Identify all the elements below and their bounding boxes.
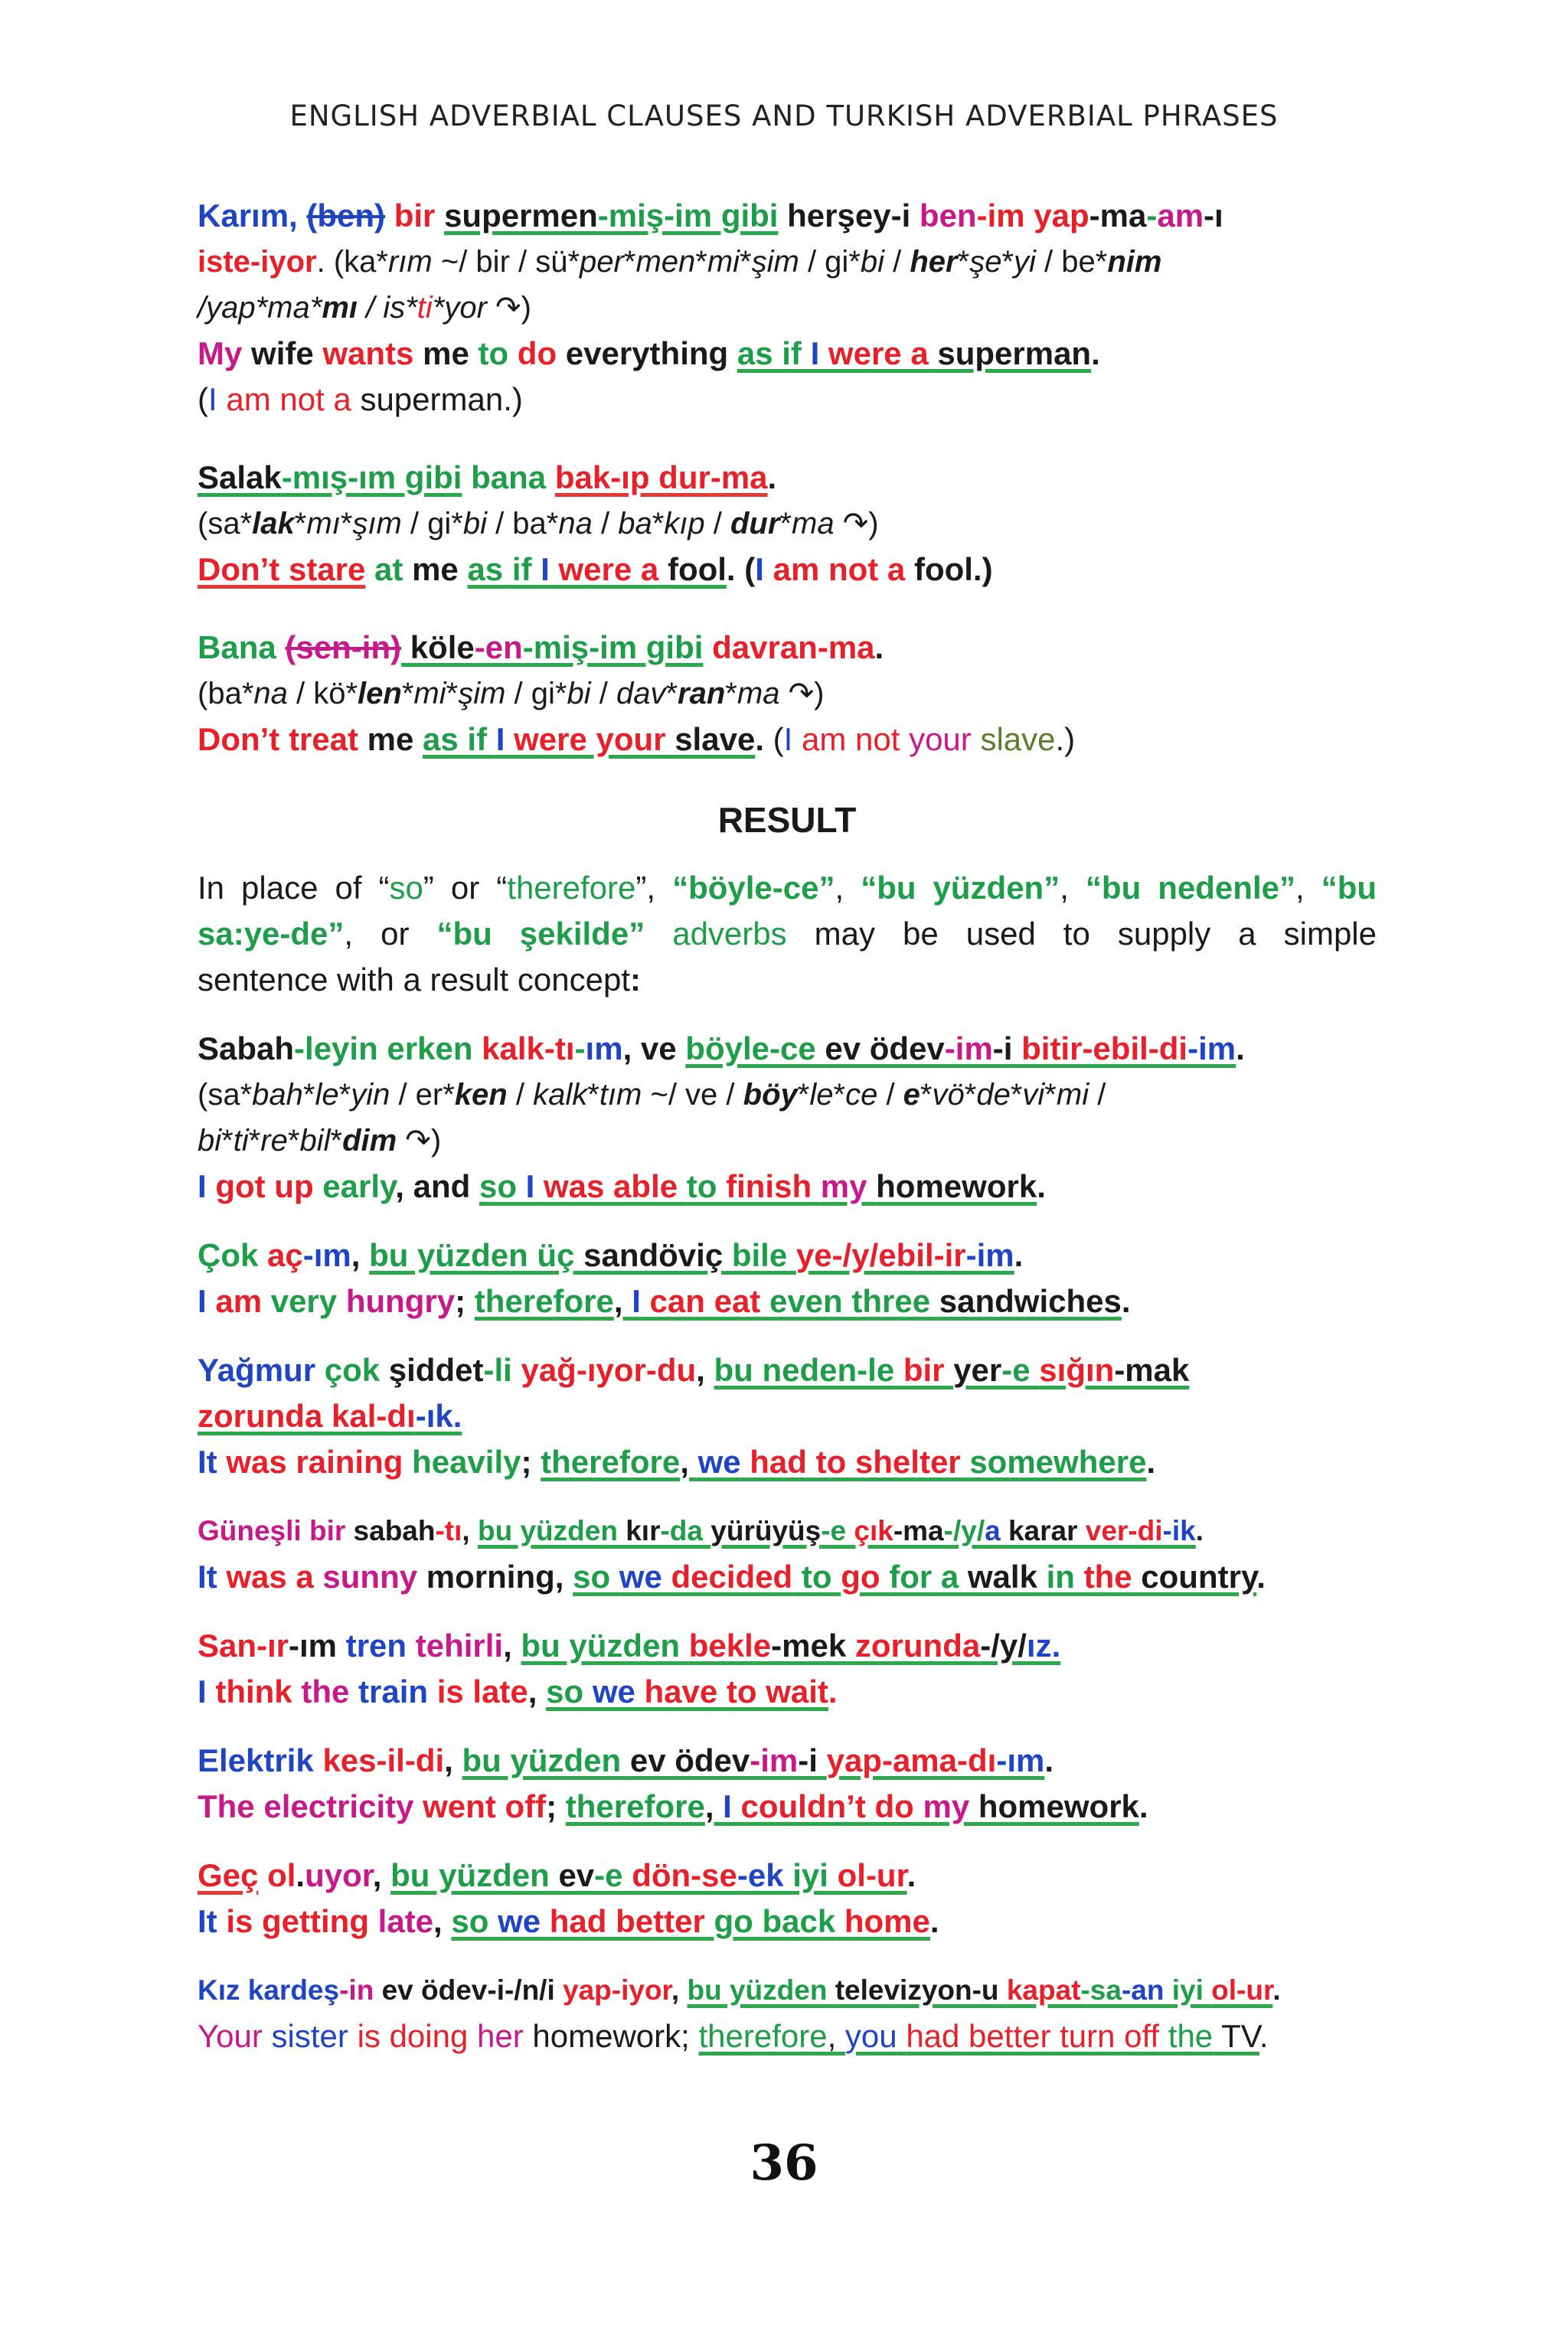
page-number: 36 [750, 2134, 818, 2192]
result-example [198, 1508, 1377, 1600]
pronunciation: /yap*ma*mı / is*ti*yor ↷) [198, 291, 531, 325]
example-block [198, 193, 1377, 423]
result-example [198, 1853, 1377, 1945]
example-block [198, 625, 1377, 762]
result-example [198, 1967, 1377, 2059]
intro-paragraph [198, 865, 1377, 1003]
turkish-sentence: San-ır-ım tren tehirli, bu yüzden bekle-mek zorunda-/y/ız. [198, 1628, 1061, 1664]
turkish-sentence: Bana (sen-in) köle-en-miş-im gibi davran-ma. [198, 629, 884, 665]
turkish-sentence: Sabah-leyin erken kalk-tı-ım, ve böyle-ce ev ödev-im-i bitir-ebil-di-im. [198, 1030, 1245, 1066]
turkish-sentence: Geç ol.uyor, bu yüzden ev-e dön-se-ek iyi ol-ur. [198, 1857, 916, 1893]
result-example [198, 1738, 1377, 1830]
english-sentence: Don’t treat me as if I were your slave. (I am not your slave.) [198, 721, 1076, 757]
result-example [198, 1347, 1377, 1485]
pronunciation: iste-iyor. (ka*rım ~/ bir / sü*per*men*mi*şim / gi*bi / her*şe*yi / be*nim [198, 245, 1162, 279]
paragraph-line: sentence with a result concept: [198, 962, 641, 998]
english-sentence: It was a sunny morning, so we decided to go for a walk in the country. [198, 1559, 1266, 1595]
running-header: ENGLISH ADVERBIAL CLAUSES AND TURKISH ADVERBIAL PHRASES [289, 100, 1279, 132]
turkish-sentence: Kız kardeş-in ev ödev-i-/n/i yap-iyor, bu yüzden televizyon-u kapat-sa-an iyi ol-ur. [198, 1974, 1281, 2006]
english-sentence: I am very hungry; therefore, I can eat even three sandwiches. [198, 1283, 1131, 1319]
turkish-sentence: Salak-mış-ım gibi bana bak-ıp dur-ma. [198, 459, 777, 495]
result-example [198, 1623, 1377, 1715]
english-sentence: I think the train is late, so we have to wait. [198, 1673, 838, 1709]
turkish-sentence: Elektrik kes-il-di, bu yüzden ev ödev-im-i yap-ama-dı-ım. [198, 1742, 1054, 1778]
english-sentence: I got up early, and so I was able to finish my homework. [198, 1168, 1046, 1204]
pronunciation: (sa*bah*le*yin / er*ken / kalk*tım ~/ ve / böy*le*ce / e*vö*de*vi*mi / [198, 1078, 1106, 1112]
pronunciation: bi*ti*re*bil*dim ↷) [198, 1124, 442, 1158]
example-block [198, 455, 1377, 593]
page-body [198, 193, 1377, 2082]
english-note: (I am not a superman.) [198, 381, 523, 417]
english-sentence: It was raining heavily; therefore, we had to shelter somewhere. [198, 1444, 1156, 1480]
english-sentence: My wife wants me to do everything as if I were a superman. [198, 335, 1100, 371]
pronunciation: (sa*lak*mı*şım / gi*bi / ba*na / ba*kıp / dur*ma ↷) [198, 507, 879, 540]
paragraph-line: In place of “so” or “therefore”, “böyle-ce”, “bu yüzden”, “bu nedenle”, “bu [198, 870, 1377, 906]
english-sentence: The electricity went off; therefore, I couldn’t do my homework. [198, 1788, 1148, 1824]
turkish-sentence: Çok aç-ım, bu yüzden üç sandöviç bile ye-/y/ebil-ir-im. [198, 1237, 1024, 1273]
english-sentence: Your sister is doing her homework; therefore, you had better turn off the TV. [198, 2018, 1269, 2054]
english-sentence: Don’t stare at me as if I were a fool. (I am not a fool.) [198, 551, 993, 587]
english-sentence: It is getting late, so we had better go back home. [198, 1903, 939, 1939]
turkish-sentence: zorunda kal-dı-ık. [198, 1398, 462, 1434]
turkish-sentence: Karım, (ben) bir supermen-miş-im gibi herşey-i ben-im yap-ma-am-ı [198, 198, 1223, 233]
result-example [198, 1026, 1377, 1210]
result-example [198, 1233, 1377, 1324]
turkish-sentence: Güneşli bir sabah-tı, bu yüzden kır-da yürüyüş-e çık-ma-/y/a karar ver-di-ik. [198, 1515, 1204, 1546]
paragraph-line: sa:ye-de”, or “bu şekilde” adverbs may be used to supply a simple [198, 916, 1377, 952]
section-heading: RESULT [717, 800, 857, 840]
pronunciation: (ba*na / kö*len*mi*şim / gi*bi / dav*ran*ma ↷) [198, 677, 825, 710]
turkish-sentence: Yağmur çok şiddet-li yağ-ıyor-du, bu neden-le bir yer-e sığın-mak [198, 1352, 1190, 1388]
